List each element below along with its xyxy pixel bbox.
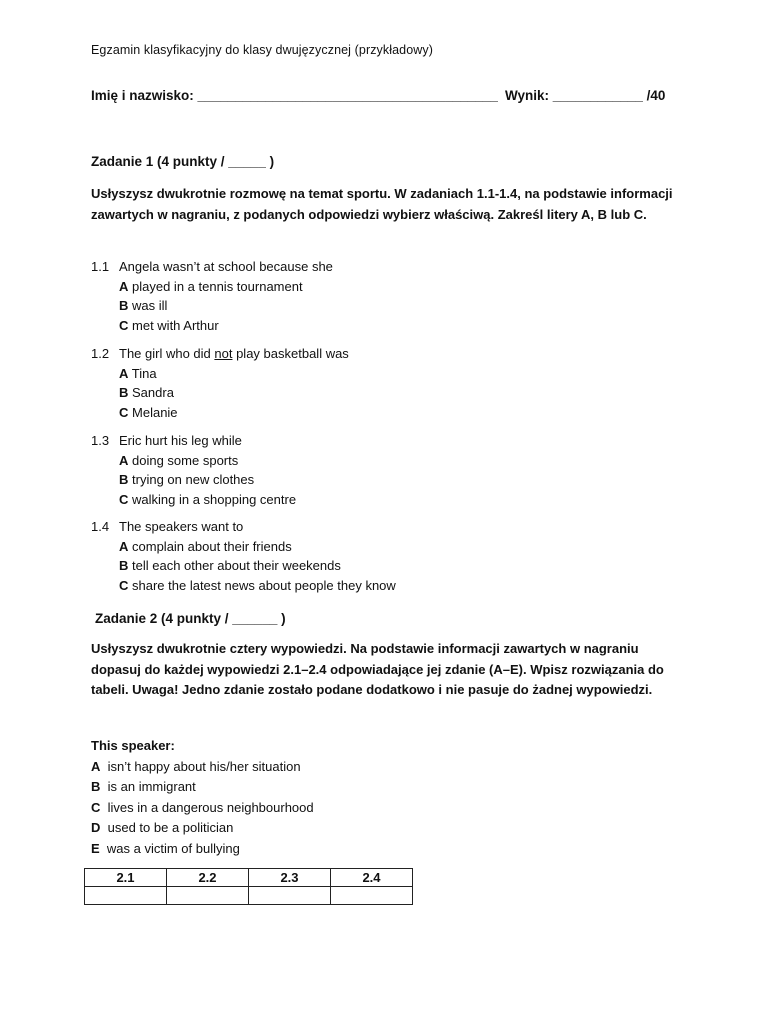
question-stem: 1.2 The girl who did not play basketball was — [91, 344, 349, 364]
option-b[interactable]: B was ill — [119, 298, 168, 313]
answer-cell-2-1[interactable] — [85, 887, 167, 905]
option-a[interactable]: A complain about their friends — [119, 538, 292, 554]
question-1-3 — [91, 431, 296, 509]
speaker-option-c: C lives in a dangerous neighbourhood — [91, 799, 314, 815]
answer-header-cell: 2.4 — [331, 869, 413, 887]
question-text: Eric hurt his leg while — [119, 433, 242, 448]
speaker-option-b: B is an immigrant — [91, 779, 196, 794]
option-c[interactable]: C met with Arthur — [119, 317, 219, 333]
answer-cell-2-4[interactable] — [331, 887, 413, 905]
option-b[interactable]: B tell each other about their weekends — [119, 558, 341, 573]
task1-title: Zadanie 1 (4 punkty / _____ ) — [91, 154, 275, 169]
answer-table-row[interactable] — [85, 887, 413, 905]
task2-instructions: Usłyszysz dwukrotnie cztery wypowiedzi. Na podstawie informacji zawartych w nagraniu dopasuj do każdej wypowiedzi 2.1–2.4 odpowiadające jej zdanie (A–E). Wpisz rozwiązania do tabeli. Uwaga! Jedno zdanie zostało podane dodatkowo i nie pasuje do żadnej wypowiedzi. — [91, 641, 664, 697]
option-a[interactable]: A doing some sports — [119, 452, 239, 468]
speaker-heading: This speaker: — [91, 738, 175, 753]
answer-header-cell: 2.2 — [167, 869, 249, 887]
score-field[interactable] — [505, 88, 665, 103]
task2-title: Zadanie 2 (4 punkty / ______ ) — [95, 611, 286, 626]
question-number: 1.3 — [91, 433, 110, 448]
question-number: 1.1 — [91, 259, 110, 274]
answer-cell-2-3[interactable] — [249, 887, 331, 905]
question-stem — [91, 517, 396, 537]
speaker-option-d: D used to be a politician — [91, 820, 234, 835]
option-a[interactable]: A Tina — [119, 365, 157, 381]
option-a[interactable]: A played in a tennis tournament — [119, 278, 303, 294]
answer-cell-2-2[interactable] — [167, 887, 249, 905]
speaker-options — [91, 736, 314, 859]
question-stem — [91, 257, 333, 277]
score-max: /40 — [646, 88, 666, 103]
score-blank[interactable]: ____________ — [552, 88, 643, 103]
question-1-2 — [91, 344, 349, 422]
question-1-4 — [91, 517, 396, 595]
question-number: 1.4 — [91, 519, 110, 534]
document-header: Egzamin klasyfikacyjny do klasy dwujęzycznej (przykładowy) — [91, 43, 434, 57]
speaker-option-a: A isn’t happy about his/her situation — [91, 758, 301, 774]
answer-header-cell: 2.1 — [85, 869, 167, 887]
name-blank[interactable]: ________________________________________ — [197, 88, 498, 103]
name-field[interactable] — [91, 88, 498, 103]
task1-instructions: Usłyszysz dwukrotnie rozmowę na temat sportu. W zadaniach 1.1-1.4, na podstawie informacji zawartych w nagraniu, z podanych odpowiedzi wybierz właściwą. Zakreśl litery A, B lub C. — [91, 186, 673, 222]
answer-table-header — [85, 869, 413, 887]
score-label: Wynik: — [505, 88, 550, 103]
name-label: Imię i nazwisko: — [91, 88, 194, 103]
option-b[interactable]: B Sandra — [119, 385, 174, 400]
answer-header-cell: 2.3 — [249, 869, 331, 887]
question-text: The speakers want to — [119, 519, 244, 534]
underlined-word: not — [214, 346, 233, 361]
question-1-1 — [91, 257, 333, 335]
option-b[interactable]: B trying on new clothes — [119, 472, 255, 487]
answer-table — [84, 868, 413, 905]
speaker-option-e: E was a victim of bullying — [91, 840, 240, 856]
option-c[interactable]: C Melanie — [119, 404, 178, 420]
question-number: 1.2 — [91, 346, 110, 361]
option-c[interactable]: C walking in a shopping centre — [119, 491, 297, 507]
option-c[interactable]: C share the latest news about people they know — [119, 577, 396, 593]
question-stem — [91, 431, 296, 451]
question-text: Angela wasn’t at school because she — [119, 259, 333, 274]
